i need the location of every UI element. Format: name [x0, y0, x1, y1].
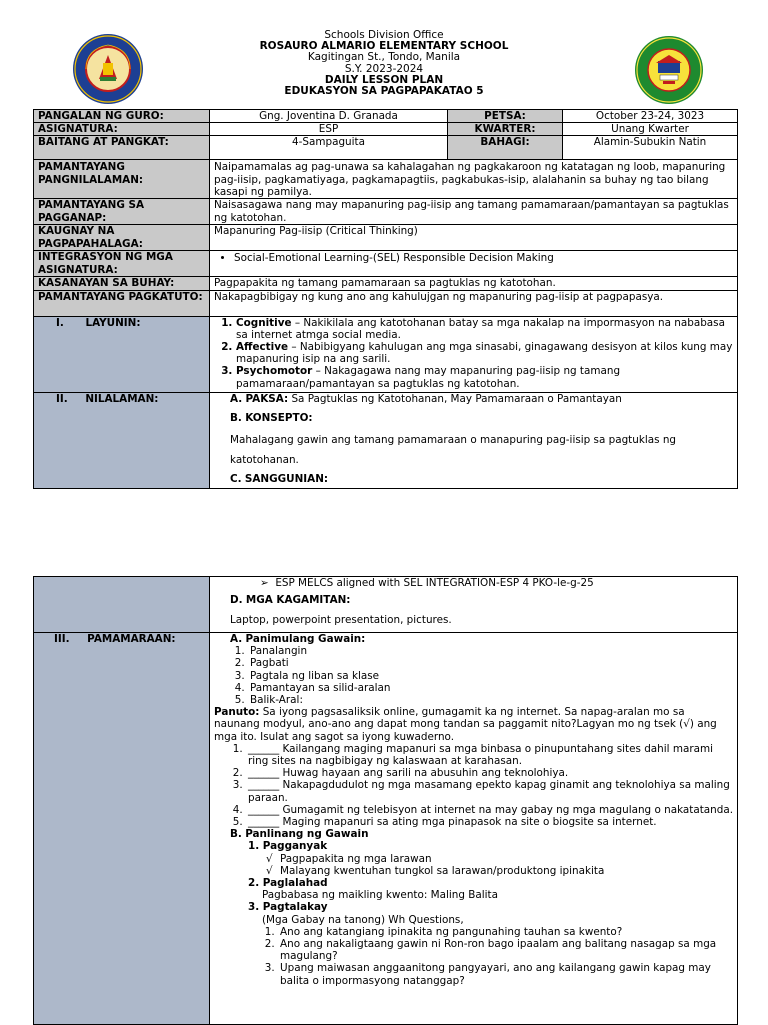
- bahagi-label: BAHAGI:: [448, 136, 563, 160]
- list-item: √ Malayang kwentuhan tungkol sa larawan/produktong ipinakita: [266, 864, 605, 877]
- grade-row: [34, 136, 738, 160]
- page-2: [0, 566, 768, 1024]
- pagtalakay-heading: 3. Pagtalakay: [248, 901, 328, 914]
- pagpapahalaga-row: [34, 225, 738, 251]
- paksa-label: PAKSA:: [245, 392, 289, 405]
- balik-aral-questions: [246, 743, 733, 828]
- petsa-value: October 23-24, 3023: [563, 110, 738, 123]
- paksa-line: A. PAKSA: Sa Pagtuklas ng Katotohanan, May Pamamaraan o Pamantayan: [230, 392, 622, 405]
- teacher-row: [34, 110, 738, 123]
- arrow-bullet-icon: ➢: [260, 577, 269, 589]
- nilalaman-continued-label: [34, 577, 210, 633]
- pangnilalaman-value: Naipamamalas ag pag-unawa sa kahalagahan ng pagkakaroon ng katatagan ng loob, mapanuring pag-iisip, pagkamatiyaga, pagkamapagtiis, pagkabukas-isip, alalahanin sa buhay ng tao bilang kasapi ng pamilya.: [210, 160, 738, 199]
- pamamaraan-cell: [210, 633, 738, 1025]
- panuto-paragraph: Panuto: Sa iyong pagsasaliksik online, gumagamit ka ng internet. Sa napag-aralan mo sa naunang modyul, ano-ano ang dapat mong tandan sa paggamit nito?Lagyan mo ng tsek (√) ang mga ito. Isulat ang sagot sa iyong kuwaderno.: [214, 706, 717, 743]
- nilalaman-num: II.: [56, 392, 68, 405]
- layunin-label: LAYUNIN:: [85, 316, 141, 329]
- layunin-cell: [210, 316, 738, 392]
- pangnilalaman-row: [34, 160, 738, 199]
- integrasyon-list: [234, 251, 733, 264]
- pamamaraan-label-cell: [34, 633, 210, 1025]
- nilalaman-continued-cell: [210, 577, 738, 633]
- school-name: ROSAURO ALMARIO ELEMENTARY SCHOOL: [259, 40, 509, 53]
- office-name: Schools Division Office: [324, 29, 444, 41]
- list-item: 4. Pamantayan sa silid-aralan: [248, 682, 733, 694]
- pamamaraan-num: III.: [54, 633, 70, 645]
- list-item: 3. Pagtala ng liban sa klase: [248, 670, 733, 682]
- asignatura-value: ESP: [210, 123, 448, 136]
- layunin-label-cell: [34, 316, 210, 392]
- petsa-label: PETSA:: [448, 110, 563, 123]
- konsepto-label: KONSEPTO:: [245, 411, 313, 424]
- school-address: Kagitingan St., Tondo, Manila: [307, 51, 461, 64]
- pagkatuto-label: PAMANTAYANG PAGKATUTO:: [34, 290, 210, 316]
- list-item: 3. Upang maiwasan anggaanitong pangyayari, ano ang kailangang gawin kapag may balita o impormasyong natanggap?: [278, 962, 733, 986]
- layunin-list: [214, 317, 733, 390]
- list-item: √ Pagpapakita ng mga larawan: [266, 852, 432, 865]
- list-item: 1. Ano ang katangiang ipinakita ng pangunahing tauhan sa kwento?: [278, 926, 733, 938]
- baitang-value: 4-Sampaguita: [210, 136, 448, 160]
- integrasyon-cell: [210, 251, 738, 277]
- layunin-num: I.: [56, 316, 64, 329]
- pagganap-row: [34, 199, 738, 225]
- check-icon: √: [266, 864, 273, 877]
- pagganyak-heading: 1. Pagganyak: [248, 840, 328, 853]
- document-header: [0, 30, 768, 97]
- lesson-plan-table-continued: [33, 576, 738, 1025]
- question-item: 5. ______ Maging mapanuri sa ating mga pinapasok na site o biogsite sa internet.: [246, 816, 733, 828]
- baitang-label: BAITANG AT PANGKAT:: [34, 136, 210, 160]
- paglalahad-value: Pagbabasa ng maikling kwento: Maling Balita: [262, 889, 498, 902]
- question-item: 3. ______ Nakapagdudulot ng mga masamang epekto kapag ginamit ang teknolohiya sa maling paraan.: [246, 779, 733, 803]
- nilalaman-row: [34, 392, 738, 488]
- konsepto-text: Mahalagang gawin ang tamang pamamaraan o manapuring pag-iisip sa pagtuklas ng katotohanan.: [230, 434, 677, 466]
- bahagi-value: Alamin-Subukin Natin: [563, 136, 738, 160]
- paksa-value: Sa Pagtuklas ng Katotohanan, May Pamamaraan o Pamantayan: [288, 392, 622, 405]
- kagamitan-line: D. MGA KAGAMITAN:: [230, 594, 351, 607]
- panlinang-heading: B. Panlinang ng Gawain: [230, 828, 369, 841]
- question-item: 1. ______ Kailangang maging mapanuri sa mga binbasa o pinupuntahang sites dahil marami ring sites na nagbibigay ng kalaswaan at karahasan.: [246, 743, 733, 767]
- layunin-row: [34, 316, 738, 392]
- list-item: 1. Panalangin: [248, 645, 733, 657]
- pagtalakay-intro: (Mga Gabay na tanong) Wh Questions,: [262, 913, 464, 926]
- panimulang-gawain-list: [248, 645, 733, 706]
- question-item: 4. ______ Gumagamit ng telebisyon at internet na may gabay ng mga magulang o nakatatanda.: [246, 804, 733, 816]
- plan-title: DAILY LESSON PLAN: [324, 73, 444, 86]
- question-item: 2. ______ Huwag hayaan ang sarili na abusuhin ang teknolohiya.: [246, 767, 733, 779]
- list-item: 2. Ano ang nakaligtaang gawin ni Ron-ron bago ipaalam ang balitang nasagap sa mga magulang?: [278, 938, 733, 962]
- guro-value: Gng. Joventina D. Granada: [210, 110, 448, 123]
- integrasyon-label: INTEGRASYON NG MGA ASIGNATURA:: [34, 251, 210, 277]
- sanggunian-label: SANGGUNIAN:: [244, 473, 329, 486]
- kagamitan-label: MGA KAGAMITAN:: [245, 594, 351, 607]
- pagkatuto-row: [34, 290, 738, 316]
- kasanayan-row: [34, 277, 738, 290]
- nilalaman-label: NILALAMAN:: [85, 392, 159, 405]
- guro-label: PANGALAN NG GURO:: [34, 110, 210, 123]
- sanggunian-item: ➢ ESP MELCS aligned with SEL INTEGRATION-ESP 4 PKO-le-g-25: [260, 577, 594, 589]
- integrasyon-row: [34, 251, 738, 277]
- kasanayan-value: Pagpapakita ng tamang pamamaraan sa pagtuklas ng katotohan.: [210, 277, 738, 290]
- subject-row: [34, 123, 738, 136]
- pagganap-label: PAMANTAYANG SA PAGGANAP:: [34, 199, 210, 225]
- pagganap-value: Naisasagawa nang may mapanuring pag-iisip ang tamang pamamaraan/pamantayan sa pagtuklas ng katotohan.: [210, 199, 738, 225]
- pamamaraan-label: PAMAMARAAN:: [87, 633, 176, 645]
- pangnilalaman-label: PAMANTAYANG PANGNILALAMAN:: [34, 160, 210, 199]
- pagpapahalaga-value: Mapanuring Pag-iisip (Critical Thinking): [210, 225, 738, 251]
- kwarter-value: Unang Kwarter: [563, 123, 738, 136]
- layunin-item-cognitive: 1. Cognitive – Nakikilala ang katotohanan batay sa mga nakalap na impormasyon na nababasa sa internet atmga social media.: [236, 317, 733, 341]
- asignatura-label: ASIGNATURA:: [34, 123, 210, 136]
- integrasyon-value: • Social-Emotional Learning-(SEL) Responsible Decision Making: [234, 252, 733, 264]
- layunin-item-psychomotor: 3. Psychomotor – Nakagagawa nang may mapanuring pag-iisip ng tamang pamamaraan/pamantayan sa pagtuklas ng katotohan.: [236, 365, 733, 389]
- panuto-label: Panuto:: [214, 706, 260, 719]
- nilalaman-cell: [210, 392, 738, 488]
- kwarter-label: KWARTER:: [448, 123, 563, 136]
- konsepto-line: B. KONSEPTO:: [230, 411, 313, 424]
- pagtalakay-list: [278, 926, 733, 987]
- list-item: 5. Balik-Aral:: [248, 694, 733, 706]
- kagamitan-value: Laptop, powerpoint presentation, pictures.: [230, 614, 452, 627]
- list-item: 2. Pagbati: [248, 657, 733, 669]
- paglalahad-heading: 2. Paglalahad: [248, 877, 328, 890]
- pamamaraan-row: [34, 633, 738, 1025]
- school-year: S.Y. 2023-2024: [344, 62, 424, 75]
- lesson-plan-table: [33, 109, 738, 489]
- pagpapahalaga-label: KAUGNAY NA PAGPAPAHALAGA:: [34, 225, 210, 251]
- layunin-item-affective: 2. Affective – Nabibigyang kahulugan ang mga sinasabi, ginagawang desisyon at kilos kung may mapanuring isip na ang sarili.: [236, 341, 733, 365]
- check-icon: √: [266, 852, 273, 865]
- kasanayan-label: KASANAYAN SA BUHAY:: [34, 277, 210, 290]
- pagkatuto-value: Nakapagbibigay ng kung ano ang kahulujgan ng mapanuring pag-iisip at pagpapasya.: [210, 290, 738, 316]
- panimulang-gawain-heading: A. Panimulang Gawain:: [230, 633, 366, 645]
- sanggunian-line: C. SANGGUNIAN:: [230, 473, 329, 486]
- nilalaman-label-cell: [34, 392, 210, 488]
- pagganyak-list: [214, 853, 733, 877]
- nilalaman-continued-row: [34, 577, 738, 633]
- subject-title: EDUKASYON SA PAGPAPAKATAO 5: [284, 85, 484, 98]
